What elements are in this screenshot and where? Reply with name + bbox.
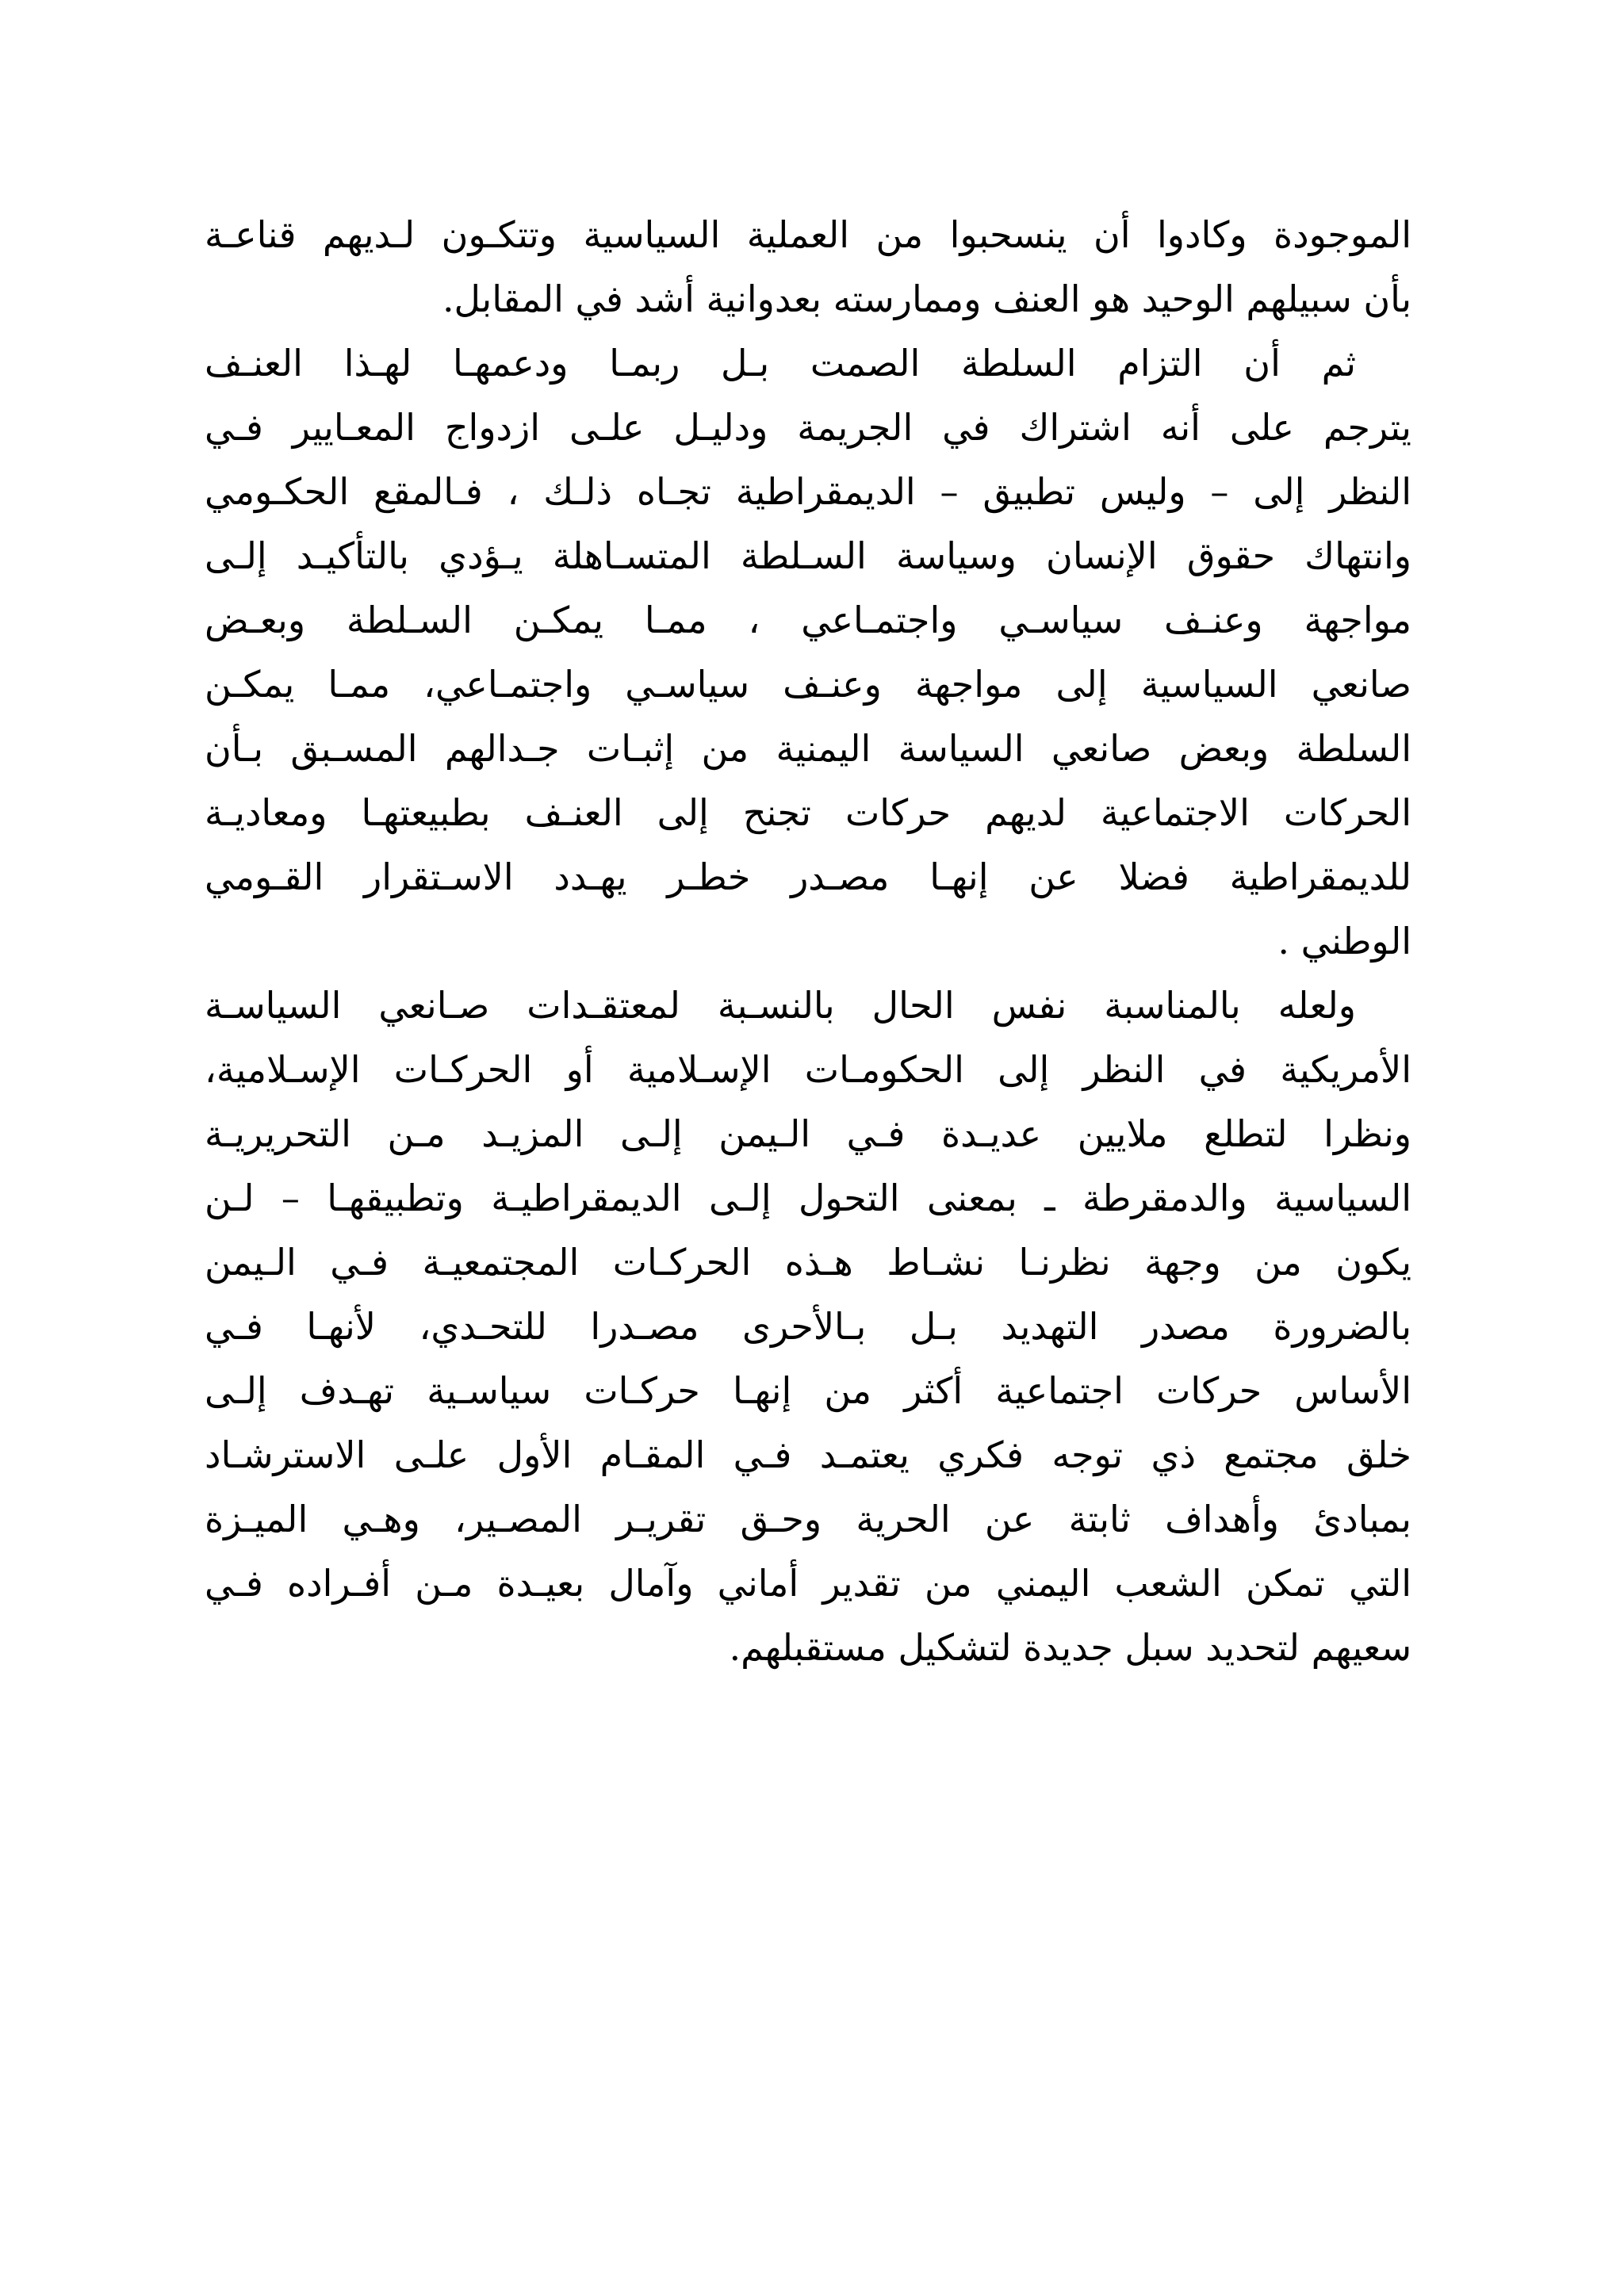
- text-line: التي تمكن الشعب اليمني من تقدير أماني وآمال بعيـدة مـن أفـراده فـي: [205, 1562, 1411, 1605]
- text-line: السلطة وبعض صانعي السياسة اليمنية من إثبـات جـدالهم المسـبق بـأن: [205, 727, 1411, 770]
- body-text: [205, 0, 1411, 2296]
- text-line: الحركات الاجتماعية لديهم حركات تجنح إلى العنـف بطبيعتهـا ومعاديـة: [205, 791, 1411, 834]
- text-line: بالضرورة مصدر التهديد بـل بـالأحرى مصـدرا للتحـدي، لأنهـا فـي: [205, 1305, 1411, 1348]
- text-line: الأمريكية في النظر إلى الحكومـات الإسـلامية أو الحركـات الإسـلامية،: [205, 1048, 1411, 1091]
- text-line: وانتهاك حقوق الإنسان وسياسة السـلطة المتسـاهلة يـؤدي بالتأكيـد إلـى: [205, 534, 1411, 577]
- text-line: صانعي السياسية إلى مواجهة وعنـف سياسـي واجتمـاعي، ممـا يمكـن: [205, 663, 1411, 706]
- text-line: للديمقراطية فضلا عن إنهـا مصـدر خطـر يهـدد الاسـتقرار القـومي: [205, 855, 1411, 898]
- text-line: ونظرا لتطلع ملايين عديـدة فـي الـيمن إلـى المزيـد مـن التحريريـة: [205, 1112, 1411, 1155]
- text-line: ثم أن التزام السلطة الصمت بـل ربمـا ودعمهـا لهـذا العنـف: [205, 342, 1356, 385]
- text-line: بمبادئ وأهداف ثابتة عن الحرية وحـق تقريـر المصـير، وهـي الميـزة: [205, 1498, 1411, 1540]
- text-line: خلق مجتمع ذي توجه فكري يعتمـد فـي المقـام الأول علـى الاسترشـاد: [205, 1433, 1411, 1476]
- text-line: يترجم على أنه اشتراك في الجريمة ودليـل علـى ازدواج المعـايير فـي: [205, 406, 1411, 449]
- text-line: الموجودة وكادوا أن ينسحبوا من العملية السياسية وتتكـون لـديهم قناعـة: [205, 213, 1411, 256]
- text-line: الأساس حركات اجتماعية أكثر من إنهـا حركـات سياسـية تهـدف إلـى: [205, 1369, 1411, 1412]
- text-line: ولعله بالمناسبة نفس الحال بالنسـبة لمعتقـدات صـانعي السياسـة: [205, 984, 1356, 1027]
- text-line: يكون من وجهة نظرنـا نشـاط هـذه الحركـات المجتمعيـة فـي الـيمن: [205, 1241, 1411, 1284]
- text-line: النظر إلى – وليس تطبيق – الديمقراطية تجـاه ذلـك ، فـالمقع الحكـومي: [205, 470, 1411, 513]
- text-line: السياسية والدمقرطة ـ بمعنى التحول إلـى الديمقراطيـة وتطبيقهـا – لـن: [205, 1177, 1411, 1219]
- text-line: الوطني .: [1277, 920, 1411, 962]
- text-line: مواجهة وعنـف سياسـي واجتمـاعي ، ممـا يمكـن السـلطة وبعـض: [205, 599, 1411, 641]
- text-line: بأن سبيلهم الوحيد هو العنف وممارسته بعدوانية أشد في المقابل.: [442, 277, 1411, 320]
- text-line: سعيهم لتحديد سبل جديدة لتشكيل مستقبلهم.: [729, 1626, 1411, 1669]
